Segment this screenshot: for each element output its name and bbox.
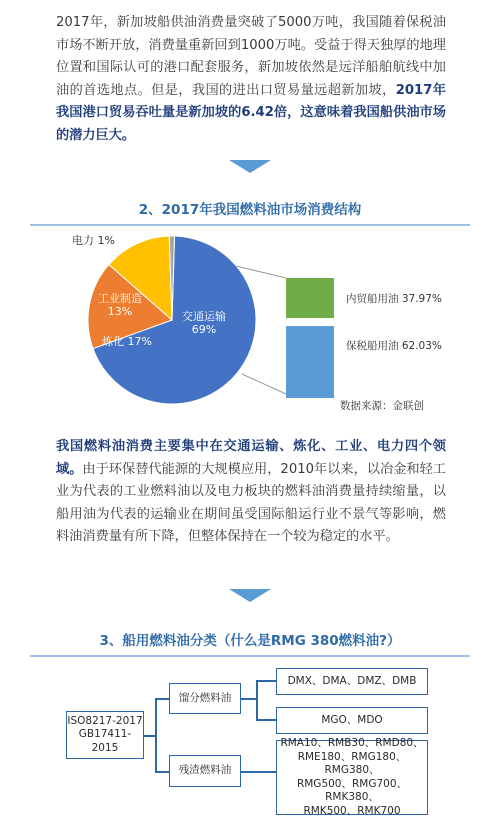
consumption-text: 由于环保替代能源的大规模应用，2010年以来，以冶金和轻工业为代表的工业燃料油以及电力板块的燃料油消费量持续缩量，以船用油为代表的运输业在期间虽受国际船运行业不景气等影响，燃料油消费量有所下降，但整体保持在一个较为稳定的水平。 — [56, 461, 446, 545]
tree-connector — [256, 719, 276, 721]
breakdown-stack — [286, 278, 334, 398]
section-title-consumption: 2、2017年我国燃料油市场消费结构 — [138, 202, 362, 218]
breakdown-connector-bottom — [242, 374, 286, 394]
distillate-box: 馏分燃料油 — [169, 683, 241, 714]
pie-chart-svg — [0, 228, 500, 428]
title-divider — [30, 655, 470, 657]
slice-label-industry — [98, 292, 142, 318]
slice-label-transport-name: 交通运输 — [182, 310, 226, 323]
slice-label-transport — [182, 310, 226, 336]
section-title-classification: 3、船用燃料油分类（什么是RMG 380燃料油?） — [99, 633, 401, 649]
consumption-highlight: 我国燃料油消费主要集中在交通运输、炼化、工业、电力四个领域。 — [56, 439, 446, 477]
pie-slices — [88, 236, 256, 404]
bar-bonded — [286, 326, 334, 398]
down-arrow-icon — [229, 160, 271, 173]
slice-label-industry-name: 工业制造 — [98, 292, 142, 305]
intro-highlight: 2017年我国港口贸易吞吐量是新加坡的6.42倍，这意味着我国船供油市场的潜力巨大。 — [56, 82, 446, 143]
bar-domestic — [286, 278, 334, 318]
tree-connector — [241, 698, 257, 700]
distillate-grades-box: DMX、DMA、DMZ、DMB — [276, 668, 428, 695]
intro-paragraph — [56, 12, 446, 148]
slice-label-refining: 炼化 17% — [102, 335, 152, 348]
intro-text: 2017年，新加坡船供油消费量突破了5000万吨，我国随着保税油市场不断开放，消费量重新回到1000万吨。受益于得天独厚的地理位置和国际认可的港口配套服务，新加坡依然是远洋船舶航线中加油的首选地点。但是，我国的进出口贸易量远超新加坡， — [56, 15, 446, 98]
consumption-paragraph — [56, 436, 446, 549]
title-divider — [30, 224, 470, 226]
data-source: 数据来源：金联创 — [340, 400, 424, 412]
slice-label-transport-pct: 69% — [191, 323, 217, 336]
standard-box: ISO8217-2017 GB17411-2015 — [66, 711, 144, 759]
marine-gasoil-box: MGO、MDO — [276, 707, 428, 734]
residual-box: 残渣燃料油 — [169, 755, 241, 787]
down-arrow-icon — [229, 589, 271, 602]
tree-connector — [155, 771, 169, 773]
consumption-chart — [0, 228, 500, 428]
tree-connector — [256, 680, 276, 682]
slice-label-power: 电力 1% — [72, 234, 115, 247]
tree-connector — [256, 680, 258, 721]
tree-connector — [241, 771, 276, 773]
slice-label-industry-pct: 13% — [107, 305, 133, 318]
tree-connector — [155, 698, 157, 772]
breakdown-label-bonded: 保税船用油 62.03% — [346, 340, 442, 352]
breakdown-label-domestic: 内贸船用油 37.97% — [346, 293, 442, 305]
residual-grades-box: RMA10、RMB30、RMD80、 RME180、RMG180、RMG380、 RMG500、RMG700、RMK380、 RMK500、RMK700 — [276, 740, 428, 815]
tree-connector — [155, 698, 169, 700]
